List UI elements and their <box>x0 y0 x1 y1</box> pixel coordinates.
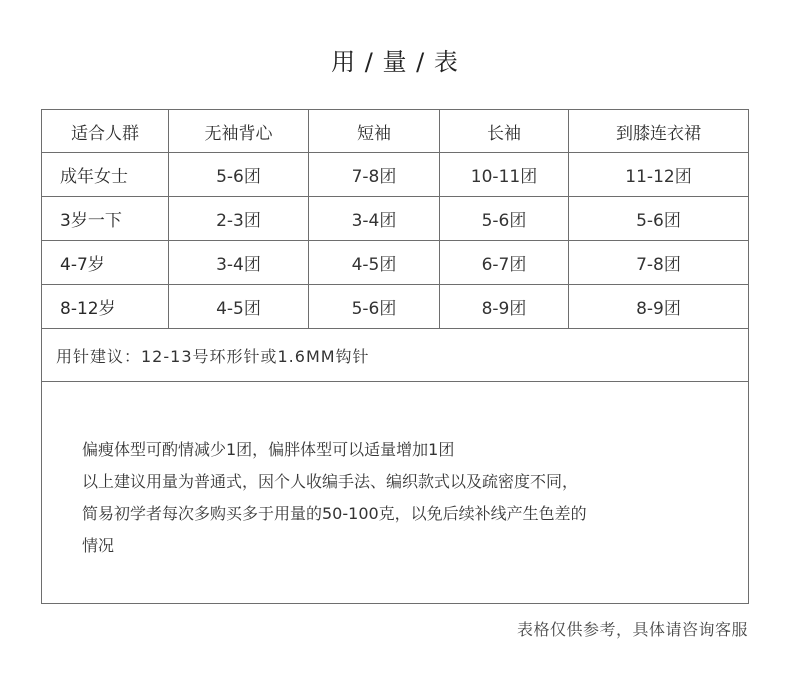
table-cell: 4-5团 <box>309 241 440 285</box>
table-cell: 2-3团 <box>169 197 309 241</box>
table-row <box>42 197 749 241</box>
table-cell: 3-4团 <box>169 241 309 285</box>
table-cell: 7-8团 <box>569 241 749 285</box>
table-cell: 7-8团 <box>309 153 440 197</box>
table-cell: 5-6团 <box>569 197 749 241</box>
table-cell: 11-12团 <box>569 153 749 197</box>
header-cell-short-sleeve: 短袖 <box>309 110 440 153</box>
table-cell: 8-9团 <box>569 285 749 329</box>
table-row <box>42 285 749 329</box>
table-cell: 4-5团 <box>169 285 309 329</box>
usage-table <box>41 109 749 604</box>
notes-cell <box>42 382 749 604</box>
table-row <box>42 241 749 285</box>
footer-note: 表格仅供参考，具体请咨询客服 <box>516 620 748 639</box>
note-line: 简易初学者每次多购买多于用量的50-100克，以免后续补线产生色差的 <box>82 504 587 523</box>
table-row <box>42 153 749 197</box>
page-title: 用 / 量 / 表 <box>331 48 459 76</box>
row-group-label: 8-12岁 <box>42 285 169 329</box>
row-group-label: 4-7岁 <box>42 241 169 285</box>
table-cell: 5-6团 <box>169 153 309 197</box>
header-cell-knee-dress: 到膝连衣裙 <box>569 110 749 153</box>
table-cell: 3-4团 <box>309 197 440 241</box>
header-cell-group: 适合人群 <box>42 110 169 153</box>
header-cell-long-sleeve: 长袖 <box>440 110 569 153</box>
needle-advice-row <box>42 329 749 382</box>
table-cell: 5-6团 <box>309 285 440 329</box>
note-line: 情况 <box>82 536 115 555</box>
needle-advice: 用针建议：12-13号环形针或1.6MM钩针 <box>42 329 749 382</box>
row-group-label: 成年女士 <box>42 153 169 197</box>
note-line: 偏瘦体型可酌情减少1团，偏胖体型可以适量增加1团 <box>82 440 455 459</box>
table-cell: 5-6团 <box>440 197 569 241</box>
table-cell: 8-9团 <box>440 285 569 329</box>
table-header-row <box>42 110 749 153</box>
notes-row <box>42 382 749 604</box>
table-cell: 10-11团 <box>440 153 569 197</box>
note-line: 以上建议用量为普通式，因个人收编手法、编织款式以及疏密度不同， <box>82 472 579 491</box>
table-cell: 6-7团 <box>440 241 569 285</box>
row-group-label: 3岁一下 <box>42 197 169 241</box>
header-cell-sleeveless: 无袖背心 <box>169 110 309 153</box>
notes-block <box>82 434 748 562</box>
